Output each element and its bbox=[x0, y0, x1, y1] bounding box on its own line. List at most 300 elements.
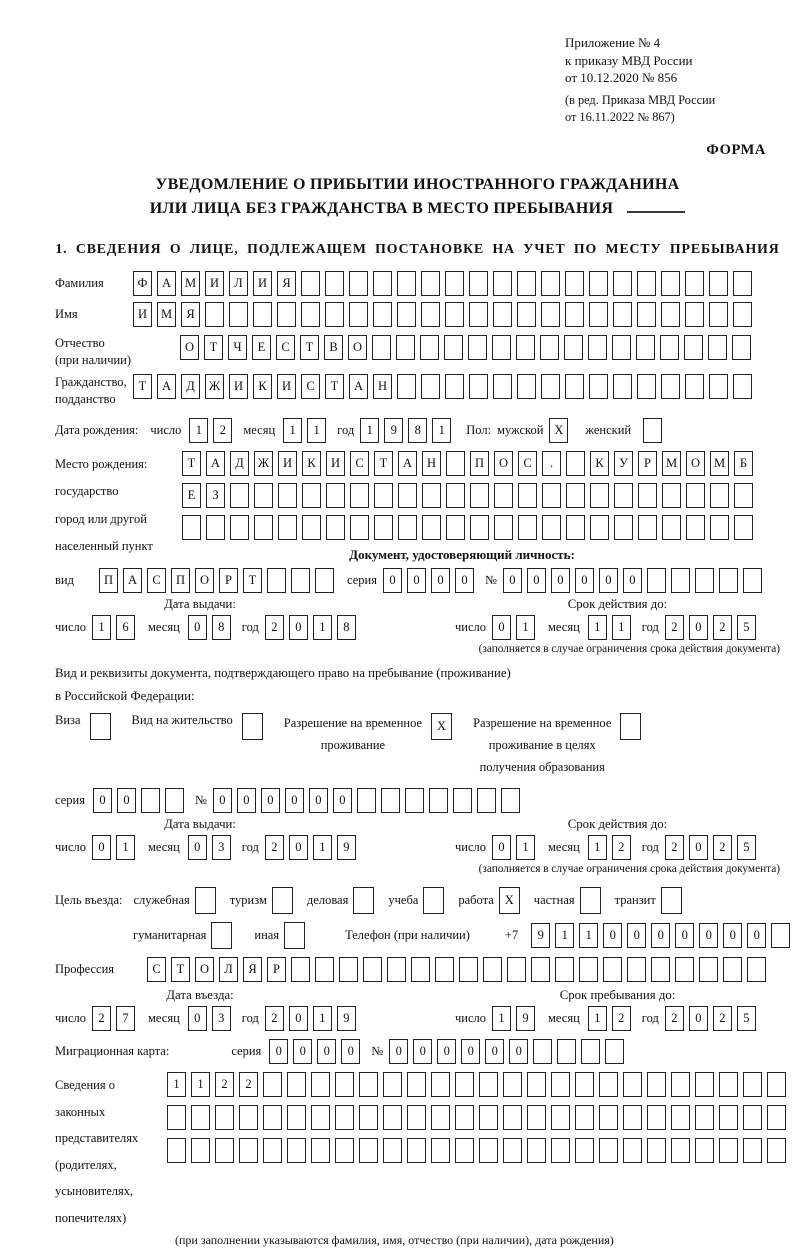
cell bbox=[350, 515, 369, 540]
cell bbox=[503, 1072, 522, 1097]
cell bbox=[455, 1105, 474, 1130]
cell bbox=[517, 271, 536, 296]
cell bbox=[407, 1138, 426, 1163]
cell bbox=[565, 271, 584, 296]
valid-year-cells[interactable] bbox=[665, 615, 761, 640]
cell: Д bbox=[181, 374, 200, 399]
migration-number-cells[interactable] bbox=[389, 1039, 629, 1064]
day-label: число bbox=[455, 619, 487, 634]
checkbox-gumanitarnaya[interactable] bbox=[211, 922, 237, 949]
cell: 2 bbox=[713, 835, 732, 860]
cell bbox=[627, 957, 646, 982]
cell bbox=[278, 483, 297, 508]
stay-month-cells[interactable] bbox=[588, 1006, 636, 1031]
valid-day-cells[interactable] bbox=[492, 615, 540, 640]
cell: 1 bbox=[588, 615, 607, 640]
cell: П bbox=[99, 568, 118, 593]
cell: 1 bbox=[516, 835, 535, 860]
checkbox-rabota[interactable] bbox=[499, 887, 525, 914]
cell bbox=[719, 1072, 738, 1097]
purpose-ucheba-label: учеба bbox=[388, 893, 419, 908]
cell bbox=[445, 302, 464, 327]
cell: И bbox=[205, 271, 224, 296]
doc-type-cells[interactable] bbox=[99, 568, 339, 593]
cell: М bbox=[181, 271, 200, 296]
day-label: число bbox=[455, 1011, 487, 1026]
cell: 1 bbox=[313, 615, 332, 640]
cell bbox=[733, 374, 752, 399]
cell bbox=[339, 957, 358, 982]
cell: 0 bbox=[117, 788, 136, 813]
cell bbox=[479, 1105, 498, 1130]
cell bbox=[503, 1105, 522, 1130]
cell: 8 bbox=[212, 615, 231, 640]
cell: И bbox=[229, 374, 248, 399]
cell: 1 bbox=[167, 1072, 186, 1097]
birth-place-label: Место рождения: государство город или другой населенный пункт bbox=[55, 456, 153, 554]
cell: Л bbox=[219, 957, 238, 982]
cell bbox=[747, 957, 766, 982]
cell bbox=[479, 1072, 498, 1097]
given-name-cells[interactable] bbox=[133, 302, 757, 327]
issue-month-cells[interactable] bbox=[188, 615, 236, 640]
cell bbox=[541, 302, 560, 327]
cell: 0 bbox=[527, 568, 546, 593]
entry-day-cells[interactable] bbox=[92, 1006, 140, 1031]
cell: 0 bbox=[747, 923, 766, 948]
cell: 9 bbox=[384, 418, 403, 443]
cell bbox=[291, 568, 310, 593]
cell: 9 bbox=[516, 1006, 535, 1031]
cell: 9 bbox=[337, 1006, 356, 1031]
cell: 2 bbox=[215, 1072, 234, 1097]
checkbox-female[interactable] bbox=[643, 418, 667, 443]
cell bbox=[374, 515, 393, 540]
cell: Т bbox=[300, 335, 319, 360]
surname-label: Фамилия bbox=[55, 275, 104, 290]
sex-male-label: мужской bbox=[497, 422, 544, 437]
cell bbox=[215, 1138, 234, 1163]
birth-year-cells[interactable] bbox=[360, 418, 456, 443]
cell bbox=[315, 568, 334, 593]
cell bbox=[253, 302, 272, 327]
phone-prefix: +7 bbox=[504, 928, 519, 943]
revision-line: (в ред. Приказа МВД России bbox=[565, 92, 716, 107]
permit-item-visa bbox=[55, 713, 116, 740]
cell bbox=[636, 335, 655, 360]
profession-cells[interactable] bbox=[147, 957, 771, 982]
cell bbox=[431, 1138, 450, 1163]
cell bbox=[182, 515, 201, 540]
cell: О bbox=[348, 335, 367, 360]
cell bbox=[551, 1105, 570, 1130]
cell bbox=[686, 515, 705, 540]
checkbox-visa[interactable] bbox=[90, 713, 116, 740]
cell bbox=[420, 335, 439, 360]
doc-series-cells[interactable] bbox=[383, 568, 479, 593]
cell bbox=[647, 1105, 666, 1130]
cell: А bbox=[398, 451, 417, 476]
cell: 0 bbox=[503, 568, 522, 593]
temp-permit-label: Разрешение на временное проживание bbox=[283, 716, 423, 753]
appendix-block bbox=[565, 34, 760, 126]
valid-until-title: Срок действия до: bbox=[567, 817, 668, 832]
cell bbox=[254, 515, 273, 540]
cell bbox=[767, 1105, 786, 1130]
phone-label: Телефон (при наличии) bbox=[345, 928, 470, 943]
cell: С bbox=[518, 451, 537, 476]
cell: Д bbox=[230, 451, 249, 476]
appendix-line: к приказу МВД России bbox=[565, 52, 693, 68]
cell bbox=[397, 374, 416, 399]
year-label: год bbox=[241, 840, 259, 855]
cell bbox=[743, 1105, 762, 1130]
cell bbox=[551, 1072, 570, 1097]
checkbox-residence-permit[interactable] bbox=[242, 713, 268, 740]
cell bbox=[455, 1072, 474, 1097]
residence-doc-line2: в Российской Федерации: bbox=[55, 688, 195, 703]
cell bbox=[272, 887, 293, 914]
phone-cells[interactable] bbox=[531, 923, 795, 948]
res-valid-month-cells[interactable] bbox=[588, 835, 636, 860]
number-label: № bbox=[484, 572, 497, 587]
cell bbox=[637, 271, 656, 296]
stay-year-cells[interactable] bbox=[665, 1006, 761, 1031]
blank-underline bbox=[627, 211, 685, 213]
cell bbox=[494, 483, 513, 508]
cell bbox=[623, 1105, 642, 1130]
cell: С bbox=[350, 451, 369, 476]
given-name-label: Имя bbox=[55, 306, 78, 321]
cell bbox=[167, 1105, 186, 1130]
res-valid-day-cells[interactable] bbox=[492, 835, 540, 860]
cell bbox=[638, 483, 657, 508]
cell bbox=[565, 374, 584, 399]
cell bbox=[383, 1138, 402, 1163]
cell bbox=[575, 1105, 594, 1130]
cell bbox=[564, 335, 583, 360]
cell: 0 bbox=[309, 788, 328, 813]
cell: К bbox=[253, 374, 272, 399]
year-label: год bbox=[337, 422, 355, 437]
cell: М bbox=[157, 302, 176, 327]
cell bbox=[494, 515, 513, 540]
cell bbox=[398, 515, 417, 540]
cell bbox=[267, 568, 286, 593]
checkbox-temp-permit-edu[interactable] bbox=[620, 713, 646, 740]
limit-note: (заполняется в случае ограничения срока действия документа) bbox=[478, 642, 780, 655]
cell: И bbox=[278, 451, 297, 476]
cell bbox=[614, 483, 633, 508]
legal-reps-cells-row1[interactable] bbox=[167, 1072, 791, 1097]
entry-year-cells[interactable] bbox=[265, 1006, 361, 1031]
cell bbox=[383, 1072, 402, 1097]
cell bbox=[733, 271, 752, 296]
cell bbox=[671, 568, 690, 593]
cell: 2 bbox=[665, 1006, 684, 1031]
day-label: число bbox=[55, 1011, 87, 1026]
month-label: месяц bbox=[148, 840, 180, 855]
cell: 0 bbox=[293, 1039, 312, 1064]
cell: 1 bbox=[313, 1006, 332, 1031]
cell bbox=[623, 1138, 642, 1163]
cell bbox=[710, 515, 729, 540]
checkbox-inaya[interactable] bbox=[284, 922, 310, 949]
cell bbox=[581, 1039, 600, 1064]
cell bbox=[599, 1138, 618, 1163]
month-label: месяц bbox=[548, 840, 580, 855]
cell: 0 bbox=[689, 1006, 708, 1031]
cell bbox=[431, 1072, 450, 1097]
migration-series-cells[interactable] bbox=[269, 1039, 365, 1064]
cell: 2 bbox=[665, 615, 684, 640]
cell bbox=[709, 302, 728, 327]
cell: 0 bbox=[237, 788, 256, 813]
cell bbox=[205, 302, 224, 327]
sex-label: Пол: bbox=[466, 422, 492, 437]
cell: 0 bbox=[603, 923, 622, 948]
cell bbox=[239, 1138, 258, 1163]
birth-place-cells-row1[interactable] bbox=[182, 451, 758, 476]
surname-cells[interactable] bbox=[133, 271, 757, 296]
checkbox-sluzhebnaya[interactable] bbox=[195, 887, 221, 914]
cell bbox=[429, 788, 448, 813]
cell: 1 bbox=[313, 835, 332, 860]
cell bbox=[141, 788, 160, 813]
cell: 1 bbox=[432, 418, 451, 443]
cell bbox=[287, 1138, 306, 1163]
cell bbox=[381, 788, 400, 813]
cell: 2 bbox=[713, 1006, 732, 1031]
residence-doc-line1: Вид и реквизиты документа, подтверждающего право на пребывание (проживание) bbox=[55, 665, 511, 680]
cell: X bbox=[499, 887, 520, 914]
legal-reps-cells-row3[interactable] bbox=[167, 1138, 791, 1163]
cell bbox=[623, 1072, 642, 1097]
cell bbox=[421, 374, 440, 399]
birth-day-cells[interactable] bbox=[189, 418, 237, 443]
cell: 9 bbox=[337, 835, 356, 860]
cell: 7 bbox=[116, 1006, 135, 1031]
cell: 0 bbox=[509, 1039, 528, 1064]
cell bbox=[469, 302, 488, 327]
cell bbox=[685, 302, 704, 327]
cell bbox=[242, 713, 263, 740]
cell bbox=[695, 568, 714, 593]
cell: 0 bbox=[289, 1006, 308, 1031]
temp-permit-edu-label: Разрешение на временное проживание в целях получения образования bbox=[473, 716, 612, 775]
cell bbox=[211, 922, 232, 949]
issue-year-cells[interactable] bbox=[265, 615, 361, 640]
month-label: месяц bbox=[243, 422, 276, 437]
cell: О bbox=[195, 568, 214, 593]
cell bbox=[459, 957, 478, 982]
cell: 0 bbox=[575, 568, 594, 593]
cell bbox=[431, 1105, 450, 1130]
cell: Р bbox=[219, 568, 238, 593]
cell bbox=[599, 1072, 618, 1097]
res-issue-day-cells[interactable] bbox=[92, 835, 140, 860]
citizenship-label: Гражданство, подданство bbox=[55, 374, 127, 407]
patronymic-cells[interactable] bbox=[180, 335, 756, 360]
cell bbox=[349, 302, 368, 327]
cell: 3 bbox=[212, 1006, 231, 1031]
birth-place-cells-row2[interactable] bbox=[182, 483, 758, 508]
cell: З bbox=[206, 483, 225, 508]
cell: 0 bbox=[289, 615, 308, 640]
cell bbox=[453, 788, 472, 813]
checkbox-turizm[interactable] bbox=[272, 887, 298, 914]
checkbox-tranzit[interactable] bbox=[661, 887, 687, 914]
cell bbox=[613, 302, 632, 327]
cell: Т bbox=[243, 568, 262, 593]
cell bbox=[686, 483, 705, 508]
birth-place-cells-row3[interactable] bbox=[182, 515, 758, 540]
cell: 0 bbox=[551, 568, 570, 593]
res-valid-year-cells[interactable] bbox=[665, 835, 761, 860]
cell bbox=[699, 957, 718, 982]
doc-number-cells[interactable] bbox=[503, 568, 767, 593]
cell: 0 bbox=[461, 1039, 480, 1064]
sex-female-label: женский bbox=[585, 422, 632, 437]
cell bbox=[684, 335, 703, 360]
cell: С bbox=[276, 335, 295, 360]
cell: 1 bbox=[189, 418, 208, 443]
cell: 0 bbox=[333, 788, 352, 813]
cell bbox=[167, 1138, 186, 1163]
cell bbox=[311, 1105, 330, 1130]
cell bbox=[492, 335, 511, 360]
cell: 2 bbox=[239, 1072, 258, 1097]
cell: А bbox=[157, 374, 176, 399]
cell bbox=[517, 374, 536, 399]
cell: 0 bbox=[389, 1039, 408, 1064]
cell bbox=[527, 1105, 546, 1130]
cell bbox=[191, 1138, 210, 1163]
identity-doc-heading: Документ, удостоверяющий личность: bbox=[349, 546, 575, 562]
cell bbox=[589, 302, 608, 327]
title-line-2: ИЛИ ЛИЦА БЕЗ ГРАЖДАНСТВА В МЕСТО ПРЕБЫВАНИЯ bbox=[149, 199, 614, 217]
cell: 2 bbox=[265, 1006, 284, 1031]
doc-type-label: вид bbox=[55, 572, 74, 587]
entry-month-cells[interactable] bbox=[188, 1006, 236, 1031]
cell: 0 bbox=[431, 568, 450, 593]
cell bbox=[531, 957, 550, 982]
cell bbox=[671, 1138, 690, 1163]
residence-number-cells[interactable] bbox=[213, 788, 525, 813]
cell: Б bbox=[734, 451, 753, 476]
stay-day-cells[interactable] bbox=[492, 1006, 540, 1031]
cell bbox=[651, 957, 670, 982]
valid-month-cells[interactable] bbox=[588, 615, 636, 640]
title-line-1: УВЕДОМЛЕНИЕ О ПРИБЫТИИ ИНОСТРАННОГО ГРАЖДАНИНА bbox=[155, 175, 680, 193]
cell: Н bbox=[422, 451, 441, 476]
residence-series-cells[interactable] bbox=[93, 788, 189, 813]
cell bbox=[301, 302, 320, 327]
cell: 5 bbox=[737, 835, 756, 860]
cell: 0 bbox=[407, 568, 426, 593]
visa-label: Виза bbox=[55, 713, 81, 728]
birth-date-label: Дата рождения: bbox=[55, 422, 139, 437]
cell bbox=[423, 887, 444, 914]
res-issue-year-cells[interactable] bbox=[265, 835, 361, 860]
cell bbox=[542, 483, 561, 508]
cell bbox=[527, 1072, 546, 1097]
cell bbox=[302, 515, 321, 540]
cell bbox=[590, 483, 609, 508]
cell bbox=[165, 788, 184, 813]
cell bbox=[743, 568, 762, 593]
citizenship-cells[interactable] bbox=[133, 374, 757, 399]
cell: Ж bbox=[205, 374, 224, 399]
cell: 5 bbox=[737, 1006, 756, 1031]
cell bbox=[326, 483, 345, 508]
cell: И bbox=[277, 374, 296, 399]
cell bbox=[411, 957, 430, 982]
legal-reps-label: Сведения о законных представителях (родителях, усыновителях, попечителях) bbox=[55, 1078, 139, 1225]
cell: Е bbox=[252, 335, 271, 360]
cell: Р bbox=[267, 957, 286, 982]
cell bbox=[516, 335, 535, 360]
cell: 6 bbox=[116, 615, 135, 640]
cell: 1 bbox=[516, 615, 535, 640]
cell bbox=[254, 483, 273, 508]
cell: 1 bbox=[191, 1072, 210, 1097]
year-label: год bbox=[241, 1011, 259, 1026]
checkbox-ucheba[interactable] bbox=[423, 887, 449, 914]
cell: Е bbox=[182, 483, 201, 508]
cell: 0 bbox=[485, 1039, 504, 1064]
day-label: число bbox=[455, 840, 487, 855]
series-label: серия bbox=[55, 793, 85, 808]
birth-month-cells[interactable] bbox=[283, 418, 331, 443]
cell bbox=[541, 374, 560, 399]
purpose-chastnaya-label: частная bbox=[533, 893, 575, 908]
cell: Я bbox=[243, 957, 262, 982]
cell bbox=[287, 1072, 306, 1097]
res-issue-month-cells[interactable] bbox=[188, 835, 236, 860]
cell bbox=[229, 302, 248, 327]
cell bbox=[734, 515, 753, 540]
checkbox-chastnaya[interactable] bbox=[580, 887, 606, 914]
cell: 0 bbox=[723, 923, 742, 948]
cell bbox=[710, 483, 729, 508]
legal-reps-cells-row2[interactable] bbox=[167, 1105, 791, 1130]
checkbox-temp-permit[interactable] bbox=[431, 713, 457, 740]
cell bbox=[230, 483, 249, 508]
cell: . bbox=[542, 451, 561, 476]
checkbox-delovaya[interactable] bbox=[353, 887, 379, 914]
cell: С bbox=[301, 374, 320, 399]
cell: 1 bbox=[555, 923, 574, 948]
cell: 1 bbox=[283, 418, 302, 443]
cell bbox=[661, 887, 682, 914]
issue-date-title: Дата выдачи: bbox=[164, 817, 236, 832]
checkbox-male[interactable] bbox=[549, 418, 573, 443]
cell bbox=[315, 957, 334, 982]
cell bbox=[435, 957, 454, 982]
issue-day-cells[interactable] bbox=[92, 615, 140, 640]
cell bbox=[637, 374, 656, 399]
month-label: месяц bbox=[548, 1011, 580, 1026]
cell bbox=[589, 374, 608, 399]
cell bbox=[719, 568, 738, 593]
day-label: число bbox=[150, 422, 182, 437]
cell: 1 bbox=[116, 835, 135, 860]
cell bbox=[565, 302, 584, 327]
cell bbox=[349, 271, 368, 296]
cell bbox=[517, 302, 536, 327]
cell bbox=[503, 1138, 522, 1163]
